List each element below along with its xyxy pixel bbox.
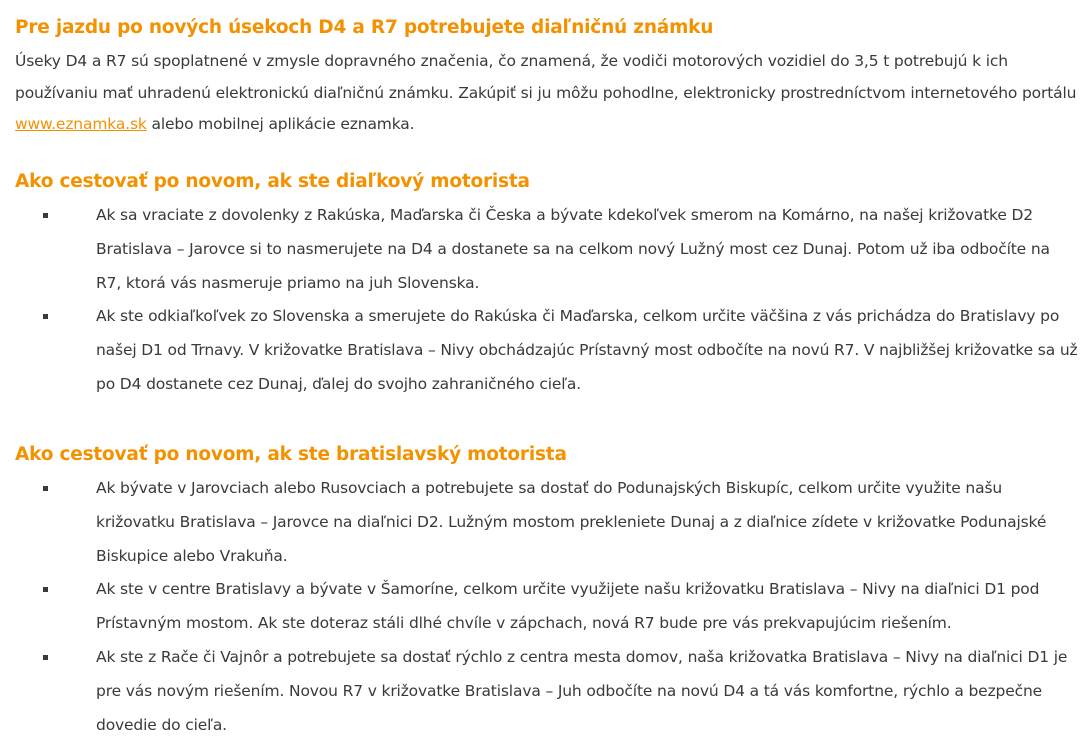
list-item-text: Ak ste odkiaľkoľvek zo Slovenska a smerujete do Rakúska či Maďarska, celkom určite väčšina z vás prichádza do Bratislavy po našej D1 od Trnavy. V križovatke Bratislava – Nivy obchádzajúc Prístavný most odbočíte na novú R7. V najbližšej križovatke sa už po D4 dostanete cez Dunaj, ďalej do svojho zahraničného cieľa. — [96, 307, 1078, 393]
list-item — [0, 641, 1089, 742]
bratislava-list — [0, 472, 1089, 742]
intro-text-start: Úseky D4 a R7 sú spoplatnené v zmysle dopravného značenia, čo znamená, že vodiči motorových vozidiel do 3,5 t potrebujú k ich používaniu mať uhradenú elektronickú diaľničnú známku. Zakúpiť si ju môžu pohodlne, elektronicky prostredníctvom internetového portálu — [15, 52, 1077, 102]
bullet-icon — [43, 314, 48, 319]
bullet-icon — [43, 213, 48, 218]
list-item-text: Ak bývate v Jarovciach alebo Rusovciach a potrebujete sa dostať do Podunajských Biskupíc, celkom určite využite našu križovatku Bratislava – Jarovce na diaľnici D2. Lužným mostom prekleniete Dunaj a z diaľnice zídete v križovatke Podunajské Biskupice alebo Vrakuňa. — [96, 479, 1047, 565]
list-item-text: Ak ste z Rače či Vajnôr a potrebujete sa dostať rýchlo z centra mesta domov, naša križovatka Bratislava – Nivy na diaľnici D1 je pre vás novým riešením. Novou R7 v križovatke Bratislava – Juh odbočíte na novú D4 a tá vás komfortne, rýchlo a bezpečne dovedie do cieľa. — [96, 647, 1068, 734]
section-heading-bratislava: Ako cestovať po novom, ak ste bratislavský motorista — [15, 444, 567, 465]
list-item — [0, 199, 1089, 300]
list-item-text: Ak ste v centre Bratislavy a bývate v Šamoríne, celkom určite využijete našu križovatku Bratislava – Nivy na diaľnici D1 pod Prístavným mostom. Ak ste doteraz stáli dlhé chvíle v zápchach, nová R7 bude pre vás prekvapujúcim riešením. — [96, 580, 1040, 633]
bullet-icon — [43, 486, 48, 491]
list-item — [0, 472, 1089, 573]
bullet-icon — [43, 655, 48, 660]
list-item — [0, 573, 1089, 641]
list-item — [0, 300, 1089, 401]
intro-text-end: alebo mobilnej aplikácie eznamka. — [146, 115, 415, 133]
section-heading-vignette: Pre jazdu po nových úsekoch D4 a R7 potrebujete diaľničnú známku — [15, 17, 714, 38]
intro-paragraph — [15, 46, 1080, 141]
section-heading-long-distance: Ako cestovať po novom, ak ste diaľkový motorista — [15, 171, 530, 192]
bullet-icon — [43, 587, 48, 592]
eznamka-link[interactable]: www.eznamka.sk — [15, 115, 147, 133]
long-distance-list — [0, 199, 1089, 402]
list-item-text: Ak sa vraciate z dovolenky z Rakúska, Maďarska či Česka a bývate kdekoľvek smerom na Komárno, na našej križovatke D2 Bratislava – Jarovce si to nasmerujete na D4 a dostanete sa na celkom nový Lužný most cez Dunaj. Potom už iba odbočíte na R7, ktorá vás nasmeruje priamo na juh Slovenska. — [96, 206, 1050, 292]
